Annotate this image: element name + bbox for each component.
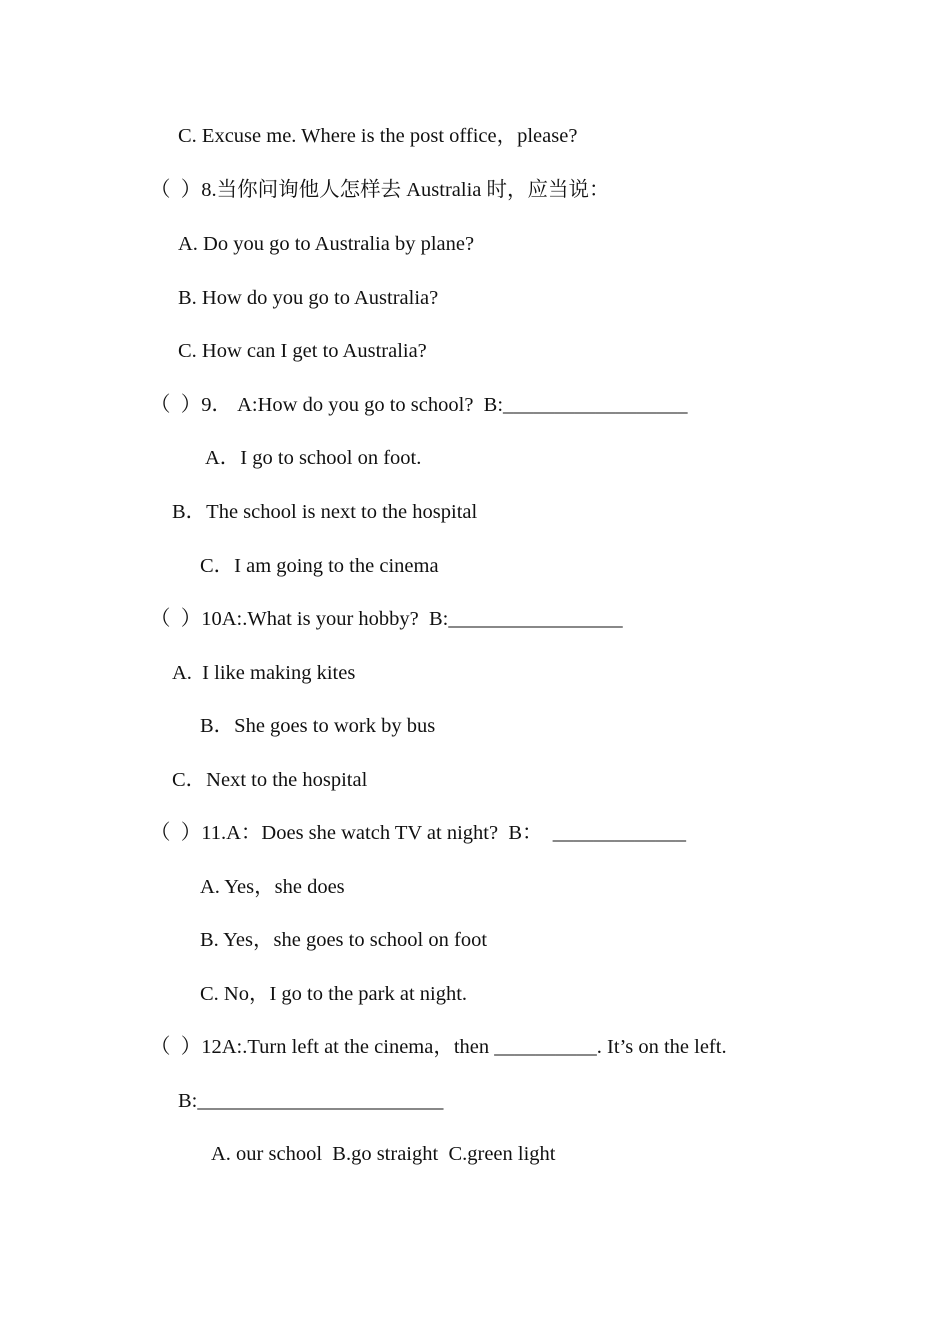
- q9-option-c: C．I am going to the cinema: [200, 555, 439, 577]
- q10-option-c: C．Next to the hospital: [172, 769, 368, 791]
- q8-question: （ ）8.当你问询他人怎样去 Australia 时，应当说：: [150, 179, 610, 201]
- q9-option-b: B．The school is next to the hospital: [172, 501, 478, 523]
- q12-options: A. our school B.go straight C.green light: [211, 1143, 556, 1165]
- q8-option-b: B. How do you go to Australia?: [178, 287, 439, 309]
- q8-option-a: A. Do you go to Australia by plane?: [178, 233, 475, 255]
- q10-option-a: A. I like making kites: [172, 662, 356, 684]
- q7-option-c: C. Excuse me. Where is the post office，please?: [178, 125, 578, 147]
- q11-option-b: B. Yes，she goes to school on foot: [200, 929, 488, 951]
- q12-question: （ ）12A:.Turn left at the cinema，then __________. It’s on the left.: [150, 1036, 727, 1058]
- q11-option-a: A. Yes，she does: [200, 876, 345, 898]
- q8-option-c: C. How can I get to Australia?: [178, 340, 427, 362]
- q9-option-a: A．I go to school on foot.: [205, 447, 422, 469]
- q10-option-b: B．She goes to work by bus: [200, 715, 436, 737]
- q9-question: （ ）9． A:How do you go to school? B:__________________: [150, 394, 688, 416]
- q10-question: （ ）10A:.What is your hobby? B:_________________: [150, 608, 623, 630]
- q12-answer-line: B:________________________: [178, 1090, 444, 1112]
- q11-option-c: C. No，I go to the park at night.: [200, 983, 468, 1005]
- q11-question: （ ）11.A：Does she watch TV at night? B： _____________: [150, 822, 686, 844]
